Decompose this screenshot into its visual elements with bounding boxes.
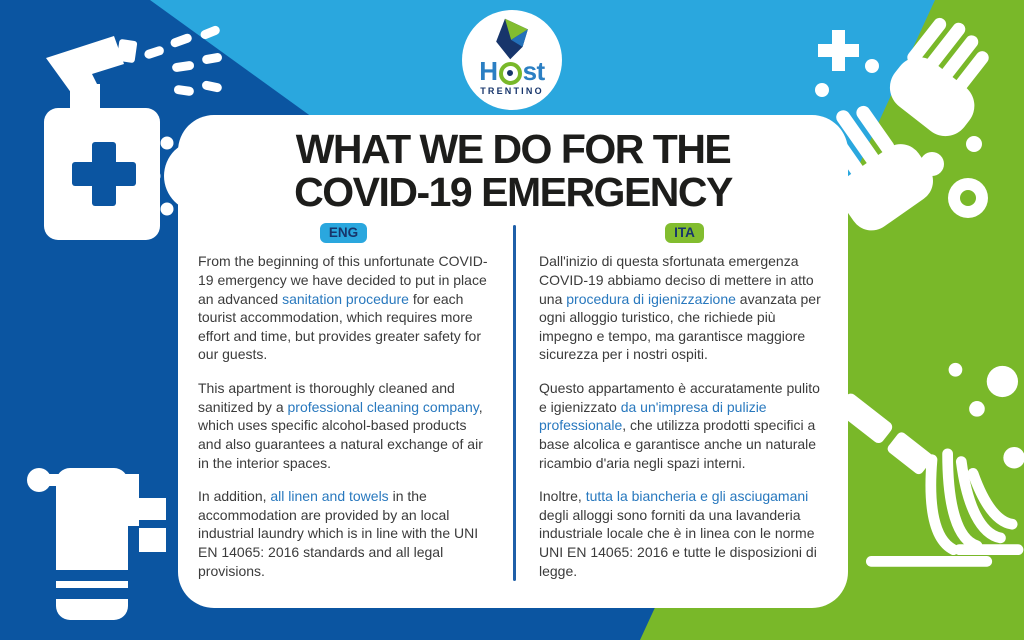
bilingual-columns — [178, 223, 848, 595]
title-line-2: COVID-19 EMERGENCY — [294, 169, 732, 216]
column-italian — [513, 223, 848, 595]
english-paragraphs — [198, 252, 489, 580]
highlighted-text: tutta la biancheria e gli asciugamani — [585, 488, 809, 505]
paragraph-text: , che utilizza prodotti specifici a base alcolica e garantisce anche un naturale ricambio d'aria negli spazi interni. — [539, 417, 817, 471]
broom-icon — [838, 358, 1024, 578]
paragraph-text: This apartment is thoroughly cleaned and sanitized by a — [198, 380, 455, 415]
paragraph-text: , which uses specific alcohol-based products and also guarantees a natural exchange of air in the interior spaces. — [198, 398, 483, 471]
paragraph — [539, 252, 830, 364]
italian-paragraphs — [539, 252, 830, 580]
paragraph-text: Dall'inizio di questa sfortunata emergenza COVID-19 abbiamo deciso di mettere in atto una — [539, 253, 814, 307]
highlighted-text: da un'impresa di pulizie professionale — [539, 398, 767, 434]
paragraph-text: In addition, — [198, 488, 271, 505]
column-english — [178, 223, 513, 595]
eng-badge: ENG — [320, 223, 367, 244]
badge-row-ita — [539, 223, 830, 244]
paragraph — [198, 252, 489, 364]
ita-badge: ITA — [665, 223, 704, 244]
column-divider — [513, 225, 516, 581]
towel-icon — [26, 452, 176, 627]
logo-wordmark: H st — [479, 56, 545, 86]
badge-row-eng — [198, 223, 489, 244]
page-title — [188, 128, 838, 215]
paragraph-text: From the beginning of this unfortunate COVID-19 emergency we have decided to put in place an advanced — [198, 253, 488, 307]
highlighted-text: procedura di igienizzazione — [566, 290, 736, 307]
paragraph — [539, 487, 830, 580]
paragraph-text: Questo appartamento è accuratamente pulito e igienizzato — [539, 380, 820, 415]
title-line-1: WHAT WE DO FOR THE — [295, 126, 731, 172]
logo-shield-icon — [487, 17, 537, 61]
logo-subtitle: TRENTINO — [480, 86, 544, 96]
paragraph-text: for each tourist accommodation, which requires more effort and time, but provides greater safety for our guests. — [198, 290, 482, 363]
highlighted-text: all linen and towels — [270, 488, 389, 505]
paragraph — [539, 379, 830, 472]
highlighted-text: professional cleaning company — [287, 398, 479, 415]
paragraph-text: avanzata per ogni alloggio turistico, che richiede più impegno e tempo, ma garantisce maggiore sicurezza per i nostri ospiti. — [539, 290, 821, 363]
content-card — [178, 115, 848, 608]
paragraph — [198, 487, 489, 580]
host-trentino-logo — [462, 10, 562, 110]
paragraph — [198, 379, 489, 472]
paragraph-text: Inoltre, — [539, 488, 586, 505]
highlighted-text: sanitation procedure — [282, 290, 409, 307]
paragraph-text: degli alloggi sono forniti da una lavanderia industriale locale che è in linea con le norme UNI EN 14065: 2016 e tutte le disposizioni di legge. — [539, 506, 817, 579]
logo-o-glyph — [499, 62, 522, 85]
paragraph-text: in the accommodation are provided by an local industrial laundry which is in line with the UNI EN 14065: 2016 standards and all legal provisions. — [198, 488, 479, 579]
sparkle-icon — [818, 30, 859, 71]
